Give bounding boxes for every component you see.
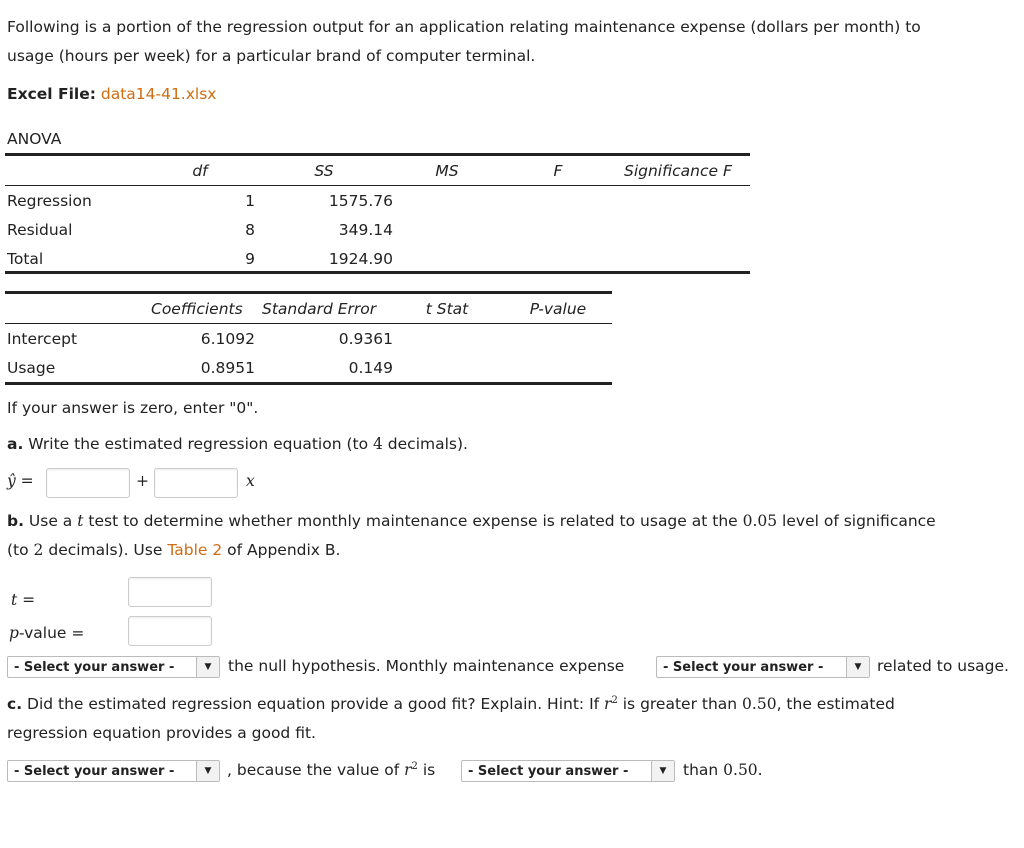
- anova-header-sigf: Significance F: [624, 162, 732, 180]
- zero-note: If your answer is zero, enter "0".: [7, 399, 259, 417]
- anova-header-ms: MS: [435, 162, 459, 180]
- good-fit-select[interactable]: [7, 760, 220, 782]
- divider: [5, 291, 612, 294]
- chevron-down-icon: ▼: [196, 761, 219, 781]
- question-c-line-2: regression equation provides a good fit.: [7, 724, 316, 742]
- question-a: [7, 435, 468, 453]
- superscript: 2: [411, 761, 418, 772]
- row-label: Intercept: [7, 330, 78, 348]
- label-text: is: [417, 761, 436, 780]
- excel-label: Excel File:: [7, 85, 96, 103]
- divider: [5, 271, 750, 274]
- excel-file: [7, 85, 216, 103]
- alpha-value: 0.05: [742, 512, 778, 530]
- chevron-down-icon: ▼: [651, 761, 674, 781]
- label-text: , because the value of: [227, 761, 405, 780]
- intro-line-2: usage (hours per week) for a particular brand of computer terminal.: [7, 47, 536, 65]
- question-text: Write the estimated regression equation (to: [28, 435, 373, 453]
- coef-header-tstat: t Stat: [425, 300, 469, 318]
- question-b-line-2: [7, 541, 340, 559]
- question-text: Use a: [28, 512, 78, 530]
- p-value-label: [9, 624, 84, 642]
- intro-line-1: Following is a portion of the regression output for an application relating maintenance expense (dollars per month) to: [7, 18, 921, 36]
- relationship-select[interactable]: [656, 656, 870, 678]
- decimals: 2: [33, 541, 44, 559]
- anova-header-f: F: [553, 162, 563, 180]
- part-label: b.: [7, 512, 24, 530]
- divider: [5, 153, 750, 156]
- related-text: related to usage.: [877, 657, 1009, 675]
- divider: [5, 185, 750, 186]
- question-text: Did the estimated regression equation provide a good fit? Explain. Hint: If: [27, 695, 605, 714]
- anova-title: ANOVA: [7, 130, 62, 148]
- row-label: Regression: [7, 192, 92, 210]
- select-value: - Select your answer -: [468, 763, 629, 779]
- question-text: is greater than: [617, 695, 743, 714]
- superscript: 2: [611, 695, 618, 706]
- hypothesis-decision-select[interactable]: [7, 656, 220, 678]
- select-value: - Select your answer -: [14, 763, 175, 779]
- threshold-value: 0.50: [742, 695, 777, 714]
- ss-value: 1924.90: [328, 250, 393, 268]
- divider: [5, 323, 612, 324]
- row-label: Total: [7, 250, 44, 268]
- table-2-link[interactable]: Table 2: [167, 541, 223, 559]
- question-text: , the estimated: [776, 695, 895, 714]
- df-value: 1: [245, 192, 255, 210]
- p-symbol: p: [9, 624, 19, 642]
- comparison-select[interactable]: [461, 760, 675, 782]
- r-symbol: r: [404, 761, 412, 780]
- question-b-line-1: [7, 512, 936, 530]
- t-symbol: t: [77, 512, 84, 530]
- decimals: 4: [373, 435, 383, 453]
- coef-value: 0.8951: [200, 359, 255, 377]
- question-text: (to: [7, 541, 34, 559]
- intercept-input[interactable]: [46, 468, 130, 498]
- question-text: decimals). Use: [43, 541, 168, 559]
- slope-input[interactable]: [154, 468, 238, 498]
- than-text: [683, 761, 763, 779]
- p-value-input[interactable]: [128, 616, 212, 646]
- df-value: 8: [245, 221, 255, 239]
- row-label: Usage: [7, 359, 56, 377]
- threshold-value: 0.50.: [723, 761, 763, 779]
- label-text: than: [683, 761, 724, 779]
- null-hypothesis-text: the null hypothesis. Monthly maintenance expense: [228, 657, 625, 675]
- plus-sign: +: [136, 472, 149, 490]
- question-c-line-1: [7, 695, 895, 713]
- r-symbol: r: [604, 695, 612, 714]
- t-label: t =: [11, 591, 36, 609]
- question-text: test to determine whether monthly maintenance expense is related to usage at the: [83, 512, 743, 530]
- row-label: Residual: [7, 221, 73, 239]
- df-value: 9: [245, 250, 255, 268]
- chevron-down-icon: ▼: [846, 657, 869, 677]
- anova-header-ss: SS: [314, 162, 334, 180]
- yhat-label: ŷ =: [7, 472, 34, 490]
- question-text: decimals).: [382, 435, 468, 453]
- coef-header-se: Standard Error: [262, 300, 377, 318]
- select-value: - Select your answer -: [663, 659, 824, 675]
- x-variable: x: [246, 472, 255, 490]
- select-value: - Select your answer -: [14, 659, 175, 675]
- coef-header-coefficients: Coefficients: [151, 300, 243, 318]
- question-text: level of significance: [777, 512, 936, 530]
- ss-value: 1575.76: [328, 192, 393, 210]
- question-text: of Appendix B.: [222, 541, 341, 559]
- coef-header-pvalue: P-value: [529, 300, 587, 318]
- coef-value: 6.1092: [200, 330, 255, 348]
- part-label: c.: [7, 695, 23, 714]
- ss-value: 349.14: [338, 221, 393, 239]
- se-value: 0.149: [348, 359, 393, 377]
- part-label: a.: [7, 435, 24, 453]
- se-value: 0.9361: [338, 330, 393, 348]
- t-stat-input[interactable]: [128, 577, 212, 607]
- anova-header-df: df: [192, 162, 208, 180]
- divider: [5, 382, 612, 385]
- excel-file-link[interactable]: data14-41.xlsx: [100, 85, 217, 103]
- label-text: -value =: [18, 624, 85, 642]
- because-text: [227, 761, 435, 779]
- chevron-down-icon: ▼: [196, 657, 219, 677]
